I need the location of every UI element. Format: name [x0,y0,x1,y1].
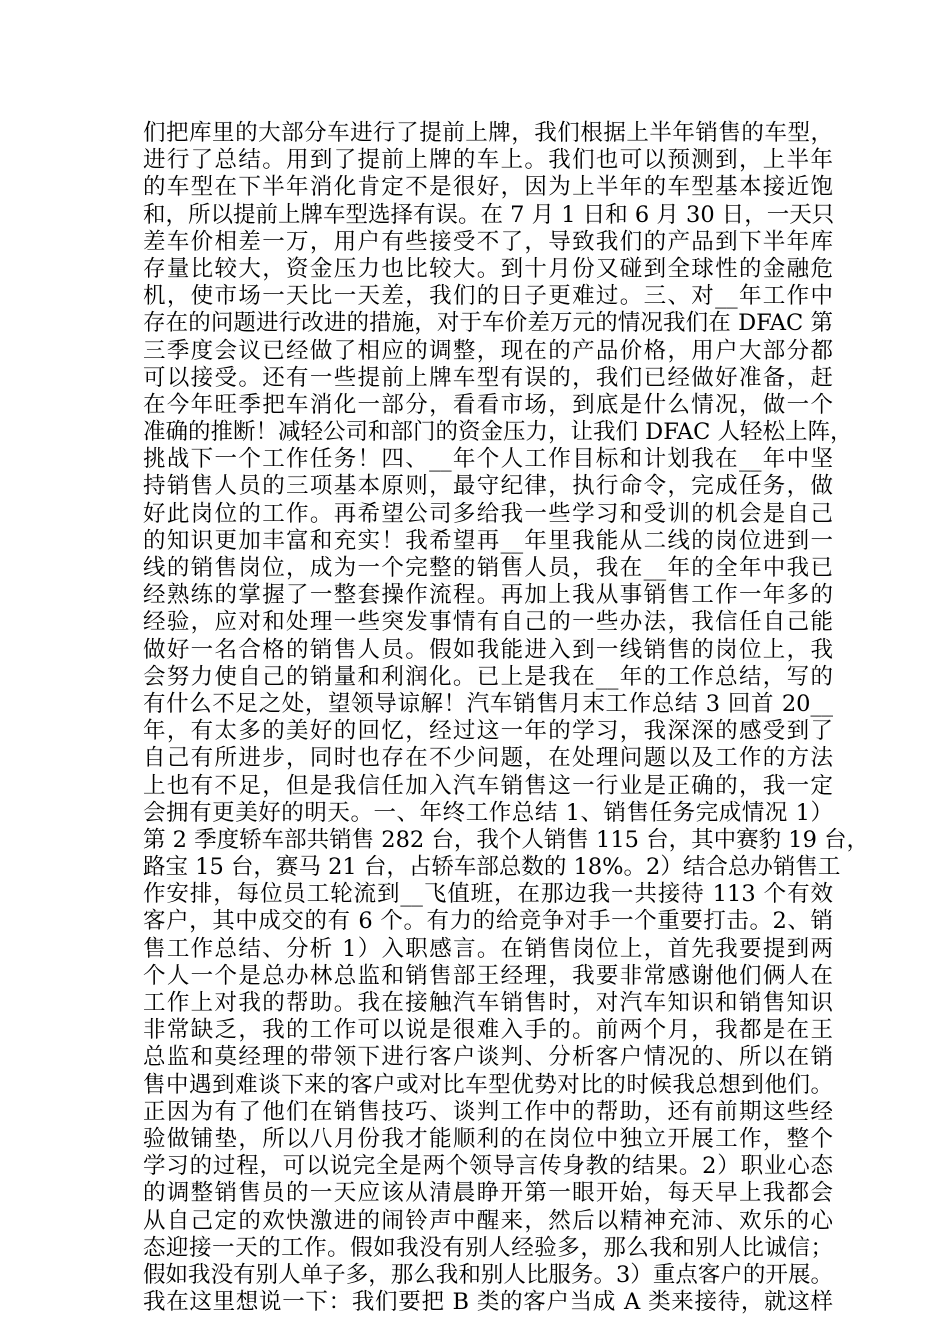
text-line: 在今年旺季把车消化一部分，看看市场，到底是什么情况，做一个 [143,391,833,418]
text-line: 正因为有了他们在销售技巧、谈判工作中的帮助，还有前期这些经 [143,1098,833,1125]
text-line: 上也有不足，但是我信任加入汽车销售这一行业是正确的，我一定 [143,772,833,799]
text-line: 售工作总结、分析 1）入职感言。在销售岗位上，首先我要提到两 [143,935,833,962]
text-line: 的知识更加丰富和充实！我希望再__年里我能从二线的岗位进到一 [143,527,833,554]
text-line: 进行了总结。用到了提前上牌的车上。我们也可以预测到，上半年 [143,147,833,174]
text-line: 第 2 季度轿车部共销售 282 台，我个人销售 115 台，其中赛豹 19 台， [143,826,870,853]
text-line: 作安排，每位员工轮流到__飞值班，在那边我一共接待 113 个有效 [143,881,833,908]
text-line: 存在的问题进行改进的措施，对于车价差万元的情况我们在 DFAC 第 [143,310,833,337]
text-line: 存量比较大，资金压力也比较大。到十月份又碰到全球性的金融危 [143,255,833,282]
text-line: 非常缺乏，我的工作可以说是很难入手的。前两个月，我都是在王 [143,1017,833,1044]
text-line: 路宝 15 台，赛马 21 台，占轿车部总数的 18%。2）结合总办销售工 [143,854,841,881]
text-line: 差车价相差一万，用户有些接受不了，导致我们的产品到下半年库 [143,228,833,255]
text-line: 好此岗位的工作。再希望公司多给我一些学习和受训的机会是自己 [143,500,833,527]
text-line: 挑战下一个工作任务！四、__年个人工作目标和计划我在__年中坚 [143,446,833,473]
text-line: 客户，其中成交的有 6 个。有力的给竞争对手一个重要打击。2、销 [143,908,833,935]
text-line: 可以接受。还有一些提前上牌车型有误的，我们已经做好准备，赶 [143,364,833,391]
text-line: 假如我没有别人单子多，那么我和别人比服务。3）重点客户的开展。 [143,1261,833,1288]
text-line: 经熟练的掌握了一整套操作流程。再加上我从事销售工作一年多的 [143,582,833,609]
text-line: 经验，应对和处理一些突发事情有自己的一些办法，我信任自己能 [143,609,833,636]
text-line: 年，有太多的美好的回忆，经过这一年的学习，我深深的感受到了 [143,718,833,745]
text-line: 学习的过程，可以说完全是两个领导言传身教的结果。2）职业心态 [143,1153,833,1180]
text-line: 工作上对我的帮助。我在接触汽车销售时，对汽车知识和销售知识 [143,990,833,1016]
text-line: 从自己定的欢快激进的闹铃声中醒来，然后以精神充沛、欢乐的心 [143,1207,833,1234]
text-line: 会努力使自己的销量和利润化。已上是我在__年的工作总结，写的 [143,663,833,690]
text-line: 总监和莫经理的带领下进行客户谈判、分析客户情况的、所以在销 [143,1044,833,1071]
text-line: 自己有所进步，同时也存在不少问题，在处理问题以及工作的方法 [143,745,833,772]
body-text [143,120,870,1316]
text-line: 准确的推断！减轻公司和部门的资金压力，让我们 DFAC 人轻松上阵， [143,419,853,446]
text-line: 们把库里的大部分车进行了提前上牌，我们根据上半年销售的车型， [143,120,833,146]
text-line: 会拥有更美好的明天。一、年终工作总结 1、销售任务完成情况 1） [143,799,833,826]
text-line: 和，所以提前上牌车型选择有误。在 7 月 1 日和 6 月 30 日，一天只 [143,201,835,228]
text-line: 线的销售岗位，成为一个完整的销售人员，我在__年的全年中我已 [143,555,833,581]
text-line: 的调整销售员的一天应该从清晨睁开第一眼开始，每天早上我都会 [143,1180,833,1207]
text-line: 做好一名合格的销售人员。假如我能进入到一线销售的岗位上，我 [143,636,833,663]
text-line: 机，使市场一天比一天差，我们的日子更难过。三、对__年工作中 [143,283,833,310]
text-line: 验做铺垫，所以八月份我才能顺利的在岗位中独立开展工作，整个 [143,1125,833,1152]
text-line: 我在这里想说一下：我们要把 B 类的客户当成 A 类来接待，就这样 [143,1289,833,1316]
text-line: 持销售人员的三项基本原则，最守纪律，执行命令，完成任务，做 [143,473,833,500]
text-line: 有什么不足之处，望领导谅解！汽车销售月末工作总结 3 回首 20__ [143,690,833,717]
text-line: 的车型在下半年消化肯定不是很好，因为上半年的车型基本接近饱 [143,174,833,201]
text-line: 三季度会议已经做了相应的调整，现在的产品价格，用户大部分都 [143,337,833,364]
text-line: 售中遇到难谈下来的客户或对比车型优势对比的时候我总想到他们。 [143,1071,833,1098]
text-line: 个人一个是总办林总监和销售部王经理，我要非常感谢他们俩人在 [143,962,833,989]
text-line: 态迎接一天的工作。假如我没有别人经验多，那么我和别人比诚信； [143,1234,833,1261]
